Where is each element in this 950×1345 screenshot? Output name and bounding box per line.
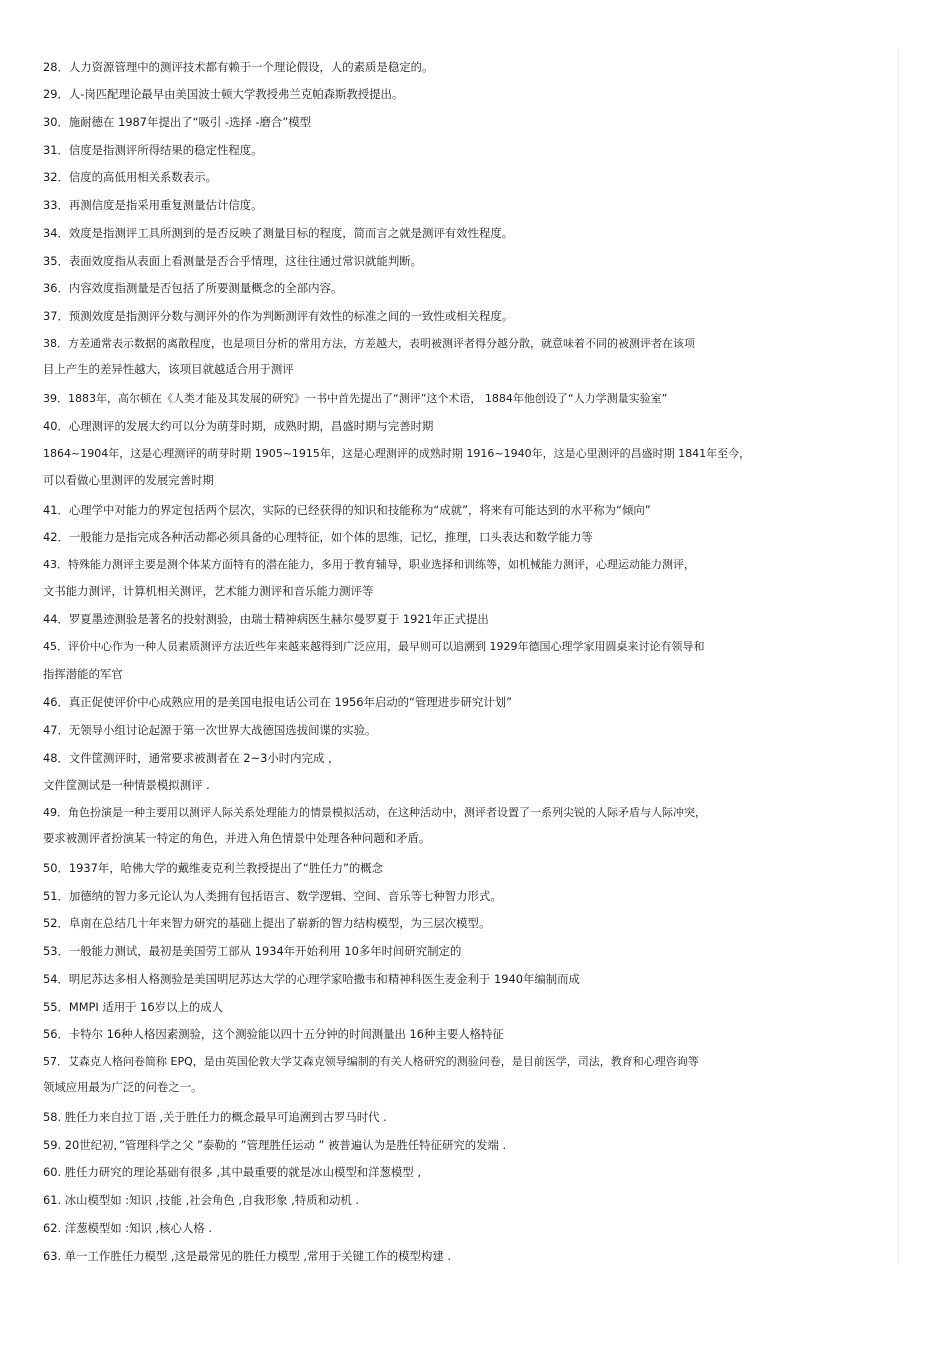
- text-line: 63. 单一工作胜任力模型 ,这是最常见的胜任力模型 ,常用于关键工作的模型构建 .: [43, 1249, 451, 1263]
- text-line: 32．信度的高低用相关系数表示。: [43, 170, 217, 184]
- text-line: 44．罗夏墨迹测验是著名的投射测验，由瑞士精神病医生赫尔曼罗夏于 1921年正式提出: [43, 612, 489, 626]
- text-line: 38．方差通常表示数据的离散程度，也是项目分析的常用方法，方差越大，表明被测评者得分越分散，就意味着不同的被测评者在该项: [43, 337, 695, 350]
- text-line: 52．阜南在总结几十年来智力研究的基础上提出了崭新的智力结构模型，为三层次模型。: [43, 916, 491, 930]
- text-line: 59. 20世纪初，”管理科学之父 ”泰勒的 ”管理胜任运动 ” 被普遍认为是胜任特征研究的发端 .: [43, 1138, 507, 1152]
- text-line: 33．再测信度是指采用重复测量估计信度。: [43, 198, 263, 212]
- text-line: 文件筐测试是一种情景模拟测评 .: [43, 778, 210, 792]
- text-line: 1864~1904年，这是心理测评的萌芽时期 1905~1915年，这是心理测评的成熟时期 1916~1940年，这是心里测评的昌盛时期 1841年至今，: [43, 447, 751, 460]
- text-line: 28．人力资源管理中的测评技术都有赖于一个理论假设，人的素质是稳定的。: [43, 60, 434, 74]
- page-edge-line: [898, 48, 899, 1263]
- text-line: 可以看做心里测评的发展完善时期: [43, 473, 214, 487]
- text-line: 要求被测评者扮演某一特定的角色，并进入角色情景中处理各种问题和矛盾。: [43, 831, 431, 845]
- text-line: 39．1883年，高尔顿在《人类才能及其发展的研究》一书中首先提出了“测评”这个术语， 1884年他创设了“人力学测量实验室”: [43, 392, 668, 405]
- text-line: 57．艾森克人格问卷简称 EPQ，是由英国伦敦大学艾森克领导编制的有关人格研究的测验问卷，是目前医学，司法，教育和心理咨询等: [43, 1055, 699, 1068]
- text-line: 42．一般能力是指完成各种活动都必须具备的心理特征，如个体的思维，记忆，推理，口头表达和数学能力等: [43, 530, 593, 544]
- text-line: 56．卡特尔 16种人格因素测验，这个测验能以四十五分钟的时间测量出 16种主要人格特征: [43, 1027, 504, 1041]
- text-line: 34．效度是指测评工具所测到的是否反映了测量目标的程度，简而言之就是测评有效性程度。: [43, 226, 514, 240]
- text-line: 领域应用最为广泛的问卷之一。: [43, 1080, 203, 1094]
- text-line: 目上产生的差异性越大，该项目就越适合用于测评: [43, 362, 294, 376]
- text-line: 43．特殊能力测评主要是测个体某方面特有的潜在能力，多用于教育辅导，职业选择和训练等，如机械能力测评，心理运动能力测评，: [43, 558, 695, 571]
- text-line: 48．文件筐测评时，通常要求被测者在 2~3小时内完成 ，: [43, 751, 340, 765]
- text-line: 35．表面效度指从表面上看测量是否合乎情理，这往往通过常识就能判断。: [43, 254, 422, 268]
- text-line: 36．内容效度指测量是否包括了所要测量概念的全部内容。: [43, 281, 343, 295]
- text-line: 62. 洋葱模型如 :知识 ,核心人格 .: [43, 1221, 212, 1235]
- text-line: 41．心理学中对能力的界定包括两个层次，实际的已经获得的知识和技能称为“成就”，将来有可能达到的水平称为“倾向”: [43, 503, 651, 517]
- text-line: 58. 胜任力来自拉丁语 ,关于胜任力的概念最早可追溯到古罗马时代 .: [43, 1110, 387, 1124]
- text-line: 文书能力测评，计算机相关测评，艺术能力测评和音乐能力测评等: [43, 584, 374, 598]
- text-line: 29．人-岗匹配理论最早由美国波士顿大学教授弗兰克帕森斯教授提出。: [43, 87, 404, 101]
- text-line: 55．MMPI 适用于 16岁以上的成人: [43, 1000, 224, 1014]
- text-line: 37．预测效度是指测评分数与测评外的作为判断测评有效性的标准之间的一致性或相关程度。: [43, 309, 514, 323]
- text-line: 30．施耐德在 1987年提出了“吸引 -选择 -磨合”模型: [43, 115, 312, 129]
- text-line: 60. 胜任力研究的理论基础有很多 ,其中最重要的就是冰山模型和洋葱模型 ,: [43, 1165, 421, 1179]
- text-line: 54．明尼苏达多相人格测验是美国明尼苏达大学的心理学家哈撒韦和精神科医生麦金利于 1940年编制而成: [43, 972, 580, 986]
- text-line: 40．心理测评的发展大约可以分为萌芽时期，成熟时期，昌盛时期与完善时期: [43, 419, 434, 433]
- text-line: 指挥潜能的军官: [43, 667, 123, 681]
- text-line: 47．无领导小组讨论起源于第一次世界大战德国选拔间谍的实验。: [43, 723, 377, 737]
- text-line: 45．评价中心作为一种人员素质测评方法近些年来越来越得到广泛应用，最早则可以追溯到 1929年德国心理学家用圆桌来讨论有领导和: [43, 640, 705, 653]
- text-line: 53．一般能力测试，最初是美国劳工部从 1934年开始利用 10多年时间研究制定的: [43, 944, 462, 958]
- text-line: 31．信度是指测评所得结果的稳定性程度。: [43, 143, 263, 157]
- text-line: 49．角色扮演是一种主要用以测评人际关系处理能力的情景模拟活动，在这种活动中，测评者设置了一系列尖锐的人际矛盾与人际冲突，: [43, 806, 706, 819]
- text-line: 50．1937年，哈佛大学的戴维麦克利兰教授提出了“胜任力”的概念: [43, 861, 384, 875]
- text-line: 46．真正促使评价中心成熟应用的是美国电报电话公司在 1956年启动的“管理进步研究计划”: [43, 695, 512, 709]
- text-line: 51．加德纳的智力多元论认为人类拥有包括语言、数学逻辑、空间、音乐等七种智力形式。: [43, 889, 502, 903]
- text-line: 61. 冰山模型如 :知识 ,技能 ,社会角色 ,自我形象 ,特质和动机 .: [43, 1193, 359, 1207]
